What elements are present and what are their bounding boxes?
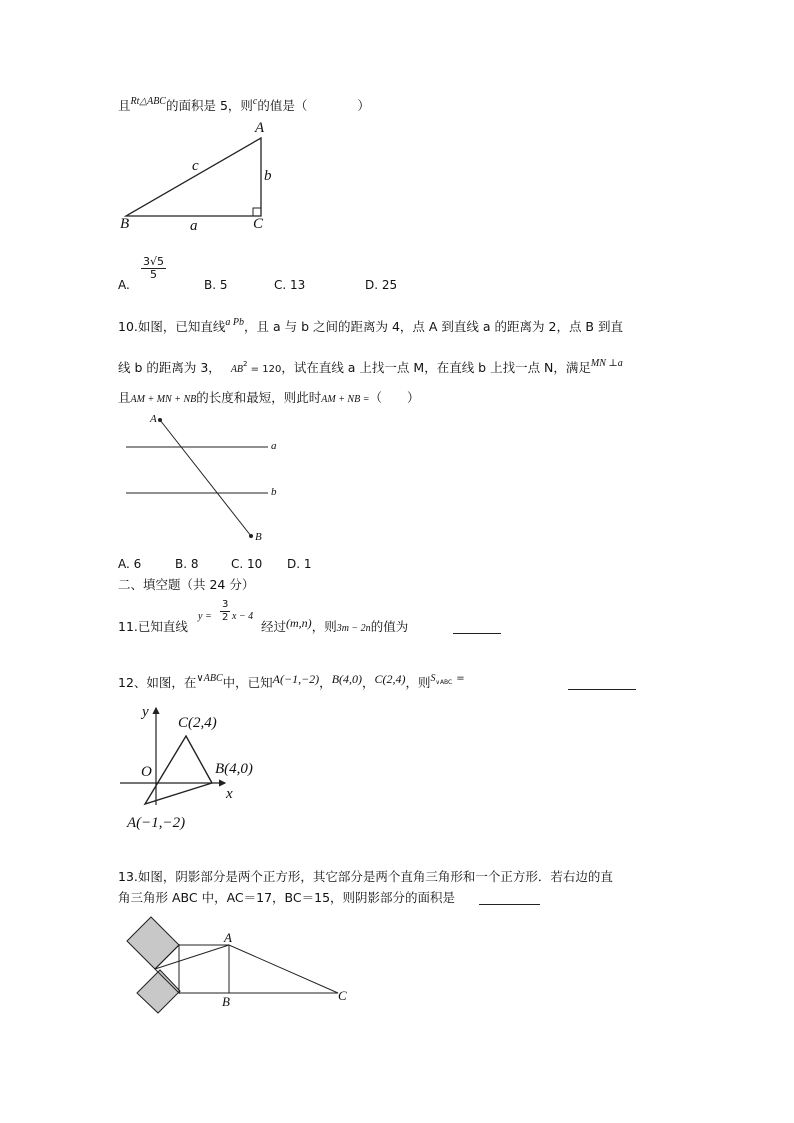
q10-line2 [118,359,623,379]
q9-option-a-den: 5 [150,268,157,281]
q12-point-b: B(4,0) [331,672,363,686]
q10-mn-perp: MN ⊥a [590,358,623,369]
q11-mid: 经过 [261,619,287,634]
q13-label-C: C [338,988,347,1003]
q11-frac-num: 3 [222,599,229,610]
q12-triangle-shape [145,736,212,804]
q9-option-b: B. 5 [204,278,228,292]
section-title-fill-in: 二、填空题（共 24 分） [118,577,255,592]
q11-frac-den: 2 [222,612,229,623]
q13-shaded-square-top [127,917,179,969]
q10-option-d: D. 1 [287,557,312,571]
q12-point-a: A(−1,−2) [272,672,320,686]
q10-am-nb: AM + NB = [321,394,370,405]
q11-point: (m,n) [286,616,312,630]
q10-line2-a: 线 b 的距离为 3， [118,360,221,375]
q10-option-c: C. 10 [231,557,263,571]
q9-label-C: C [253,216,264,232]
q10-option-b: B. 8 [175,557,199,571]
q9-stem [118,97,370,117]
q12-label-x: x [226,786,233,802]
q10-ab: AB [230,364,244,375]
q13-shaded-square-bottom [137,970,180,1013]
q11-fraction [220,599,230,624]
q10-line1-a: 10.如图，已知直线 [118,319,226,334]
q11-rest [261,618,408,638]
q9-right-angle-mark [253,208,261,216]
q12-label-C: C(2,4) [178,715,217,731]
q11-eq-rhs: x − 4 [232,611,254,622]
q12-triangle: ∨ABC [196,673,223,684]
q12-label-B: B(4,0) [215,761,253,777]
q11-eq-lhs: y = [198,611,212,622]
q13-right-triangle-abc [229,945,338,993]
q10-point-b [249,534,253,538]
q12-mid2: ，则 [405,675,431,690]
q13-middle-square [179,945,229,993]
q10-segment-ab [160,420,251,536]
q9-option-c: C. 13 [274,278,306,292]
q10-line3-a: 且 [118,390,131,405]
q11-prefix: 11.已知直线 [118,619,188,634]
q9-suffix: 的值是（ ） [257,98,370,113]
q10-line3-b: 的长度和最短，则此时 [196,390,322,405]
q12-label-y: y [142,704,149,720]
q9-triangle: Rt△ABC [130,96,166,107]
q10-point-a [158,418,162,422]
q13-line2-text: 角三角形 ABC 中，AC＝17，BC＝15，则阴影部分的面积是 [118,890,456,905]
q9-mid: 的面积是 5，则 [165,98,253,113]
q13-line2 [118,889,455,907]
q9-option-a-label: A. [118,278,130,292]
q10-option-a: A. 6 [118,557,142,571]
q9-option-d: D. 25 [365,278,398,292]
q9-label-b: b [264,168,272,184]
q12-stem: 12、如图，在$^{\vee ABC}$中，已知A(−1,−2)，B(4,0)，C(2,4)，则$^{S\vee ABC}$ = [118,672,465,690]
q12-area-sub: ∨ABC [435,679,453,686]
q9-label-B: B [120,216,130,232]
q10-paren: （ ） [369,390,420,405]
q12-mid: 中，已知 [222,675,273,690]
q10-sum-expr: AM + MN + NB [130,394,197,405]
q12-prefix: 12、如图，在 [118,675,197,690]
q9-label-c: c [192,158,199,174]
q12-answer-blank[interactable] [568,677,636,690]
q12-label-A: A(−1,−2) [127,815,186,831]
q10-parallel-expr: a Pb [225,317,244,328]
q12-area-S: S [430,673,436,684]
q9-label-a: a [190,218,198,234]
q11-answer-blank[interactable] [453,621,501,634]
q13-answer-blank[interactable] [479,892,540,905]
q10-label-b: b [271,486,277,498]
q13-label-A: A [224,930,232,945]
q12-point-c: C(2,4) [374,672,406,686]
q9-var-c: c [252,96,258,107]
q10-line2-b: ，试在直线 a 上找一点 M，在直线 b 上找一点 N，满足 [281,360,591,375]
q10-ab-eq: = 120 [247,364,282,375]
q9-prefix: 且 [118,98,131,113]
q11-expr: 3m − 2n [336,623,371,634]
q12-label-O: O [141,764,152,780]
q11-suffix: 的值为 [370,619,409,634]
q10-line1-b: ，且 a 与 b 之间的距离为 4，点 A 到直线 a 的距离为 2，点 B 到直 [244,319,623,334]
q10-line1 [118,318,623,338]
q12-area-eq: = [456,673,465,684]
q9-option-a-fraction [141,256,166,281]
q10-ab-sup: 2 [243,360,248,368]
q13-figure [120,915,350,1025]
q10-label-B: B [255,531,262,543]
q11-stem [118,618,188,636]
q11-mid2: ，则 [311,619,337,634]
q9-option-a-num: 3√5 [143,255,165,268]
q10-label-A: A [150,413,157,425]
q10-figure [120,410,290,545]
q9-triangle-shape [126,138,261,216]
q13-line1: 13.如图，阴影部分是两个正方形，其它部分是两个直角三角形和一个正方形．若右边的直 [118,869,613,884]
q13-label-B: B [222,994,230,1009]
q9-label-A: A [255,120,265,136]
q10-label-a: a [271,440,277,452]
q10-line3 [118,389,419,409]
